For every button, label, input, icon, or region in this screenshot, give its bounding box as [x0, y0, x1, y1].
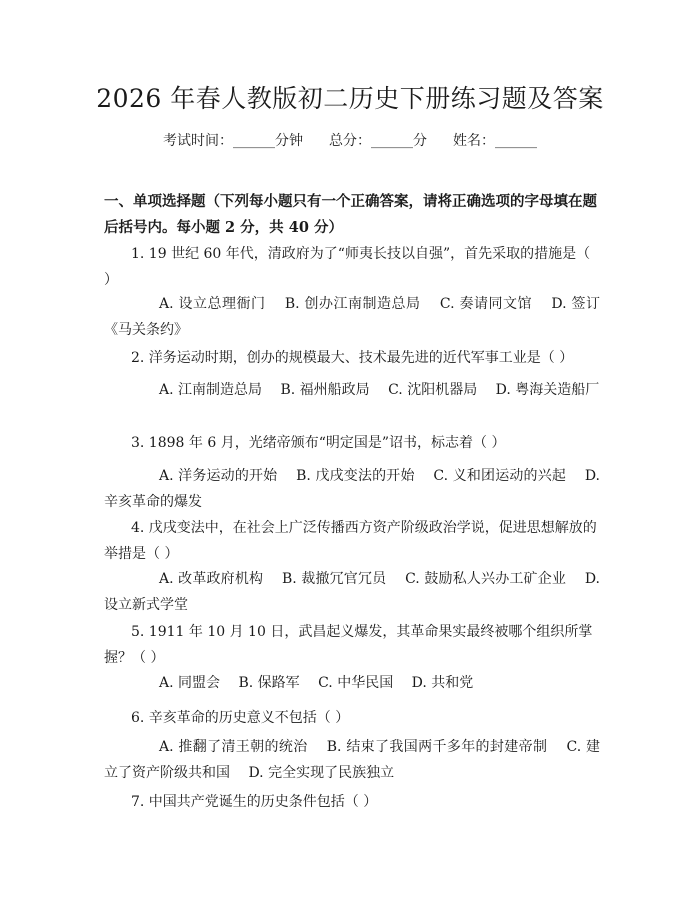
question-5-options: A. 同盟会 B. 保路军 C. 中华民国 D. 共和党	[159, 675, 474, 691]
question-4-stem: 4. 戊戌变法中，在社会上广泛传播西方资产阶级政治学说，促进思想解放的举措是（ ）	[104, 520, 597, 562]
question-6-stem: 6. 辛亥革命的历史意义不包括（ ）	[131, 710, 350, 726]
exam-time-field: 考试时间：______分钟	[163, 133, 303, 149]
total-score-field: 总分：______分	[329, 133, 427, 149]
question-6-options: A. 推翻了清王朝的统治 B. 结束了我国两千多年的封建帝制 C. 建立了资产阶级共和国 D. 完全实现了民族独立	[104, 739, 600, 781]
question-1-stem: 1. 19 世纪 60 年代，清政府为了“师夷长技以自强”，首先采取的措施是（ ）	[104, 246, 591, 288]
question-4-options: A. 改革政府机构 B. 裁撤冗官冗员 C. 鼓励私人兴办工矿企业 D. 设立新式学堂	[104, 571, 600, 613]
student-name-field: 姓名：______	[453, 133, 537, 149]
question-7-stem: 7. 中国共产党诞生的历史条件包括（ ）	[131, 794, 378, 810]
section-heading-single-choice: 一、单项选择题（下列每小题只有一个正确答案，请将正确选项的字母填在题后括号内。每小题 2 分，共 40 分）	[104, 193, 597, 236]
page-title: 2026 年春人教版初二历史下册练习题及答案	[96, 84, 604, 113]
question-2-options: A. 江南制造总局 B. 福州船政局 C. 沈阳机器局 D. 粤海关造船厂	[159, 382, 600, 398]
question-1-options: A. 设立总理衙门 B. 创办江南制造总局 C. 奏请同文馆 D. 签订《马关条约》	[104, 296, 600, 338]
question-2-stem: 2. 洋务运动时期，创办的规模最大、技术最先进的近代军事工业是（ ）	[131, 350, 574, 366]
question-3-stem: 3. 1898 年 6 月，光绪帝颁布“明定国是”诏书，标志着（ ）	[131, 435, 506, 451]
question-5-stem: 5. 1911 年 10 月 10 日，武昌起义爆发，其革命果实最终被哪个组织所掌握？（ ）	[104, 624, 593, 666]
question-3-options: A. 洋务运动的开始 B. 戊戌变法的开始 C. 义和团运动的兴起 D. 辛亥革命的爆发	[104, 468, 600, 510]
exam-meta-line	[0, 130, 700, 152]
